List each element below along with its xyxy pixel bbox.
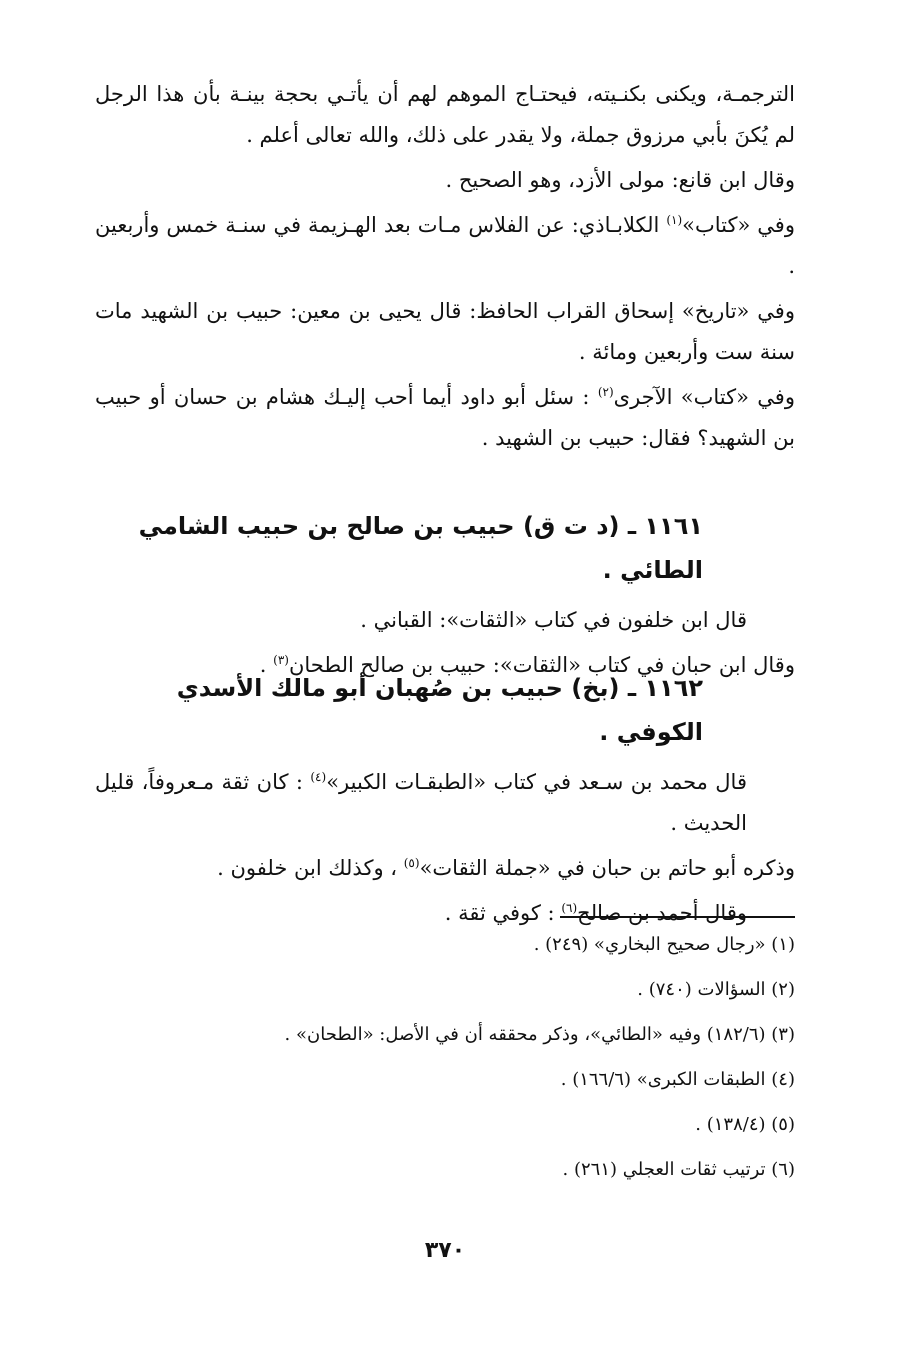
intro-paragraph-4: وفي «تاريخ» إسحاق القراب الحافظ: قال يحيى بن معين: حبيب بن الشهيد مات سنة ست وأربعين ومائة . bbox=[95, 299, 795, 364]
text-segment: وقال ابن حبان في كتاب «الثقات»: حبيب بن صالح الطحان bbox=[288, 653, 795, 677]
text-segment: الكلابـاذي: عن الفلاس مـات بعد الهـزيمة في سنـة خمس وأربعين . bbox=[95, 213, 795, 278]
footnote-3: (٣) (١٨٢/٦) وفيه «الطائي»، وذكر محققه أن في الأصل: «الطحان» . bbox=[284, 1024, 795, 1045]
footnote-ref: (٥) bbox=[403, 856, 420, 870]
footnote-5: (٥) (١٣٨/٤) . bbox=[695, 1114, 795, 1135]
text-segment: ، وكذلك ابن خلفون . bbox=[217, 856, 404, 880]
entry-1162 bbox=[95, 660, 795, 938]
intro-paragraph-5 bbox=[95, 377, 795, 459]
entry-paragraph-3 bbox=[95, 893, 795, 934]
intro-paragraph-2: وقال ابن قانع: مولى الأزد، وهو الصحيح . bbox=[445, 168, 795, 192]
entry-heading: ١١٦١ ـ (د ت ق) حبيب بن صالح بن حبيب الشامي الطائي . bbox=[138, 512, 703, 584]
footnote-ref: (٤) bbox=[310, 770, 327, 784]
text-segment: وفي «كتاب» bbox=[682, 213, 795, 237]
footnote-4: (٤) الطبقات الكبرى» (١٦٦/٦) . bbox=[560, 1069, 795, 1090]
intro-paragraph-1: الترجمـة، ويكنى بكنـيته، فيحتـاج الموهم لهم أن يأتـي بحجة بينـة بأن هذا الرجل لم يُكنَ بأبي مرزوق جملة، ولا يقدر على ذلك، والله تعالى أعلم . bbox=[95, 82, 795, 147]
footnote-ref: (٢) bbox=[597, 385, 614, 399]
footnote-2: (٢) السؤالات (٧٤٠) . bbox=[637, 979, 795, 1000]
entry-paragraph-1: قال ابن خلفون في كتاب «الثقات»: القباني . bbox=[360, 608, 747, 632]
text-segment: وقال أحمد بن صالح bbox=[577, 901, 747, 925]
text-segment: وفي «كتاب» الآجرى bbox=[613, 385, 795, 409]
footnote-6: (٦) ترتيب ثقات العجلي (٢٦١) . bbox=[562, 1159, 795, 1180]
footnote-1: (١) «رجال صحيح البخاري» (٢٤٩) . bbox=[533, 934, 795, 955]
footnote-ref: (٣) bbox=[273, 653, 289, 667]
footnote-ref: (١) bbox=[666, 213, 683, 227]
text-segment: وذكره أبو حاتم بن حبان في «جملة الثقات» bbox=[419, 856, 795, 880]
intro-paragraph-3 bbox=[95, 205, 795, 287]
book-page bbox=[95, 70, 795, 1320]
entry-heading: ١١٦٢ ـ (بخ) حبيب بن صُهبان أبو مالك الأسدي الكوفي . bbox=[176, 674, 703, 746]
text-segment: قال محمد بن سـعد في كتاب «الطبقـات الكبير» bbox=[326, 770, 747, 794]
footnote-separator bbox=[560, 916, 795, 918]
text-segment: . bbox=[259, 653, 274, 677]
entry-paragraph-2 bbox=[95, 848, 795, 889]
footnote-ref: (٦) bbox=[561, 901, 578, 915]
page-number: ٣٧٠ bbox=[424, 1238, 466, 1263]
intro-section bbox=[95, 74, 795, 463]
text-segment: : كان ثقة مـعروفاً، قليل الحديث . bbox=[95, 770, 747, 835]
text-segment: : كوفي ثقة . bbox=[444, 901, 562, 925]
entry-paragraph-1 bbox=[95, 762, 795, 844]
text-segment: : سئل أبو داود أيما أحب إليـك هشام بن حسان أو حبيب بن الشهيد؟ فقال: حبيب بن الشهيد . bbox=[95, 385, 795, 450]
